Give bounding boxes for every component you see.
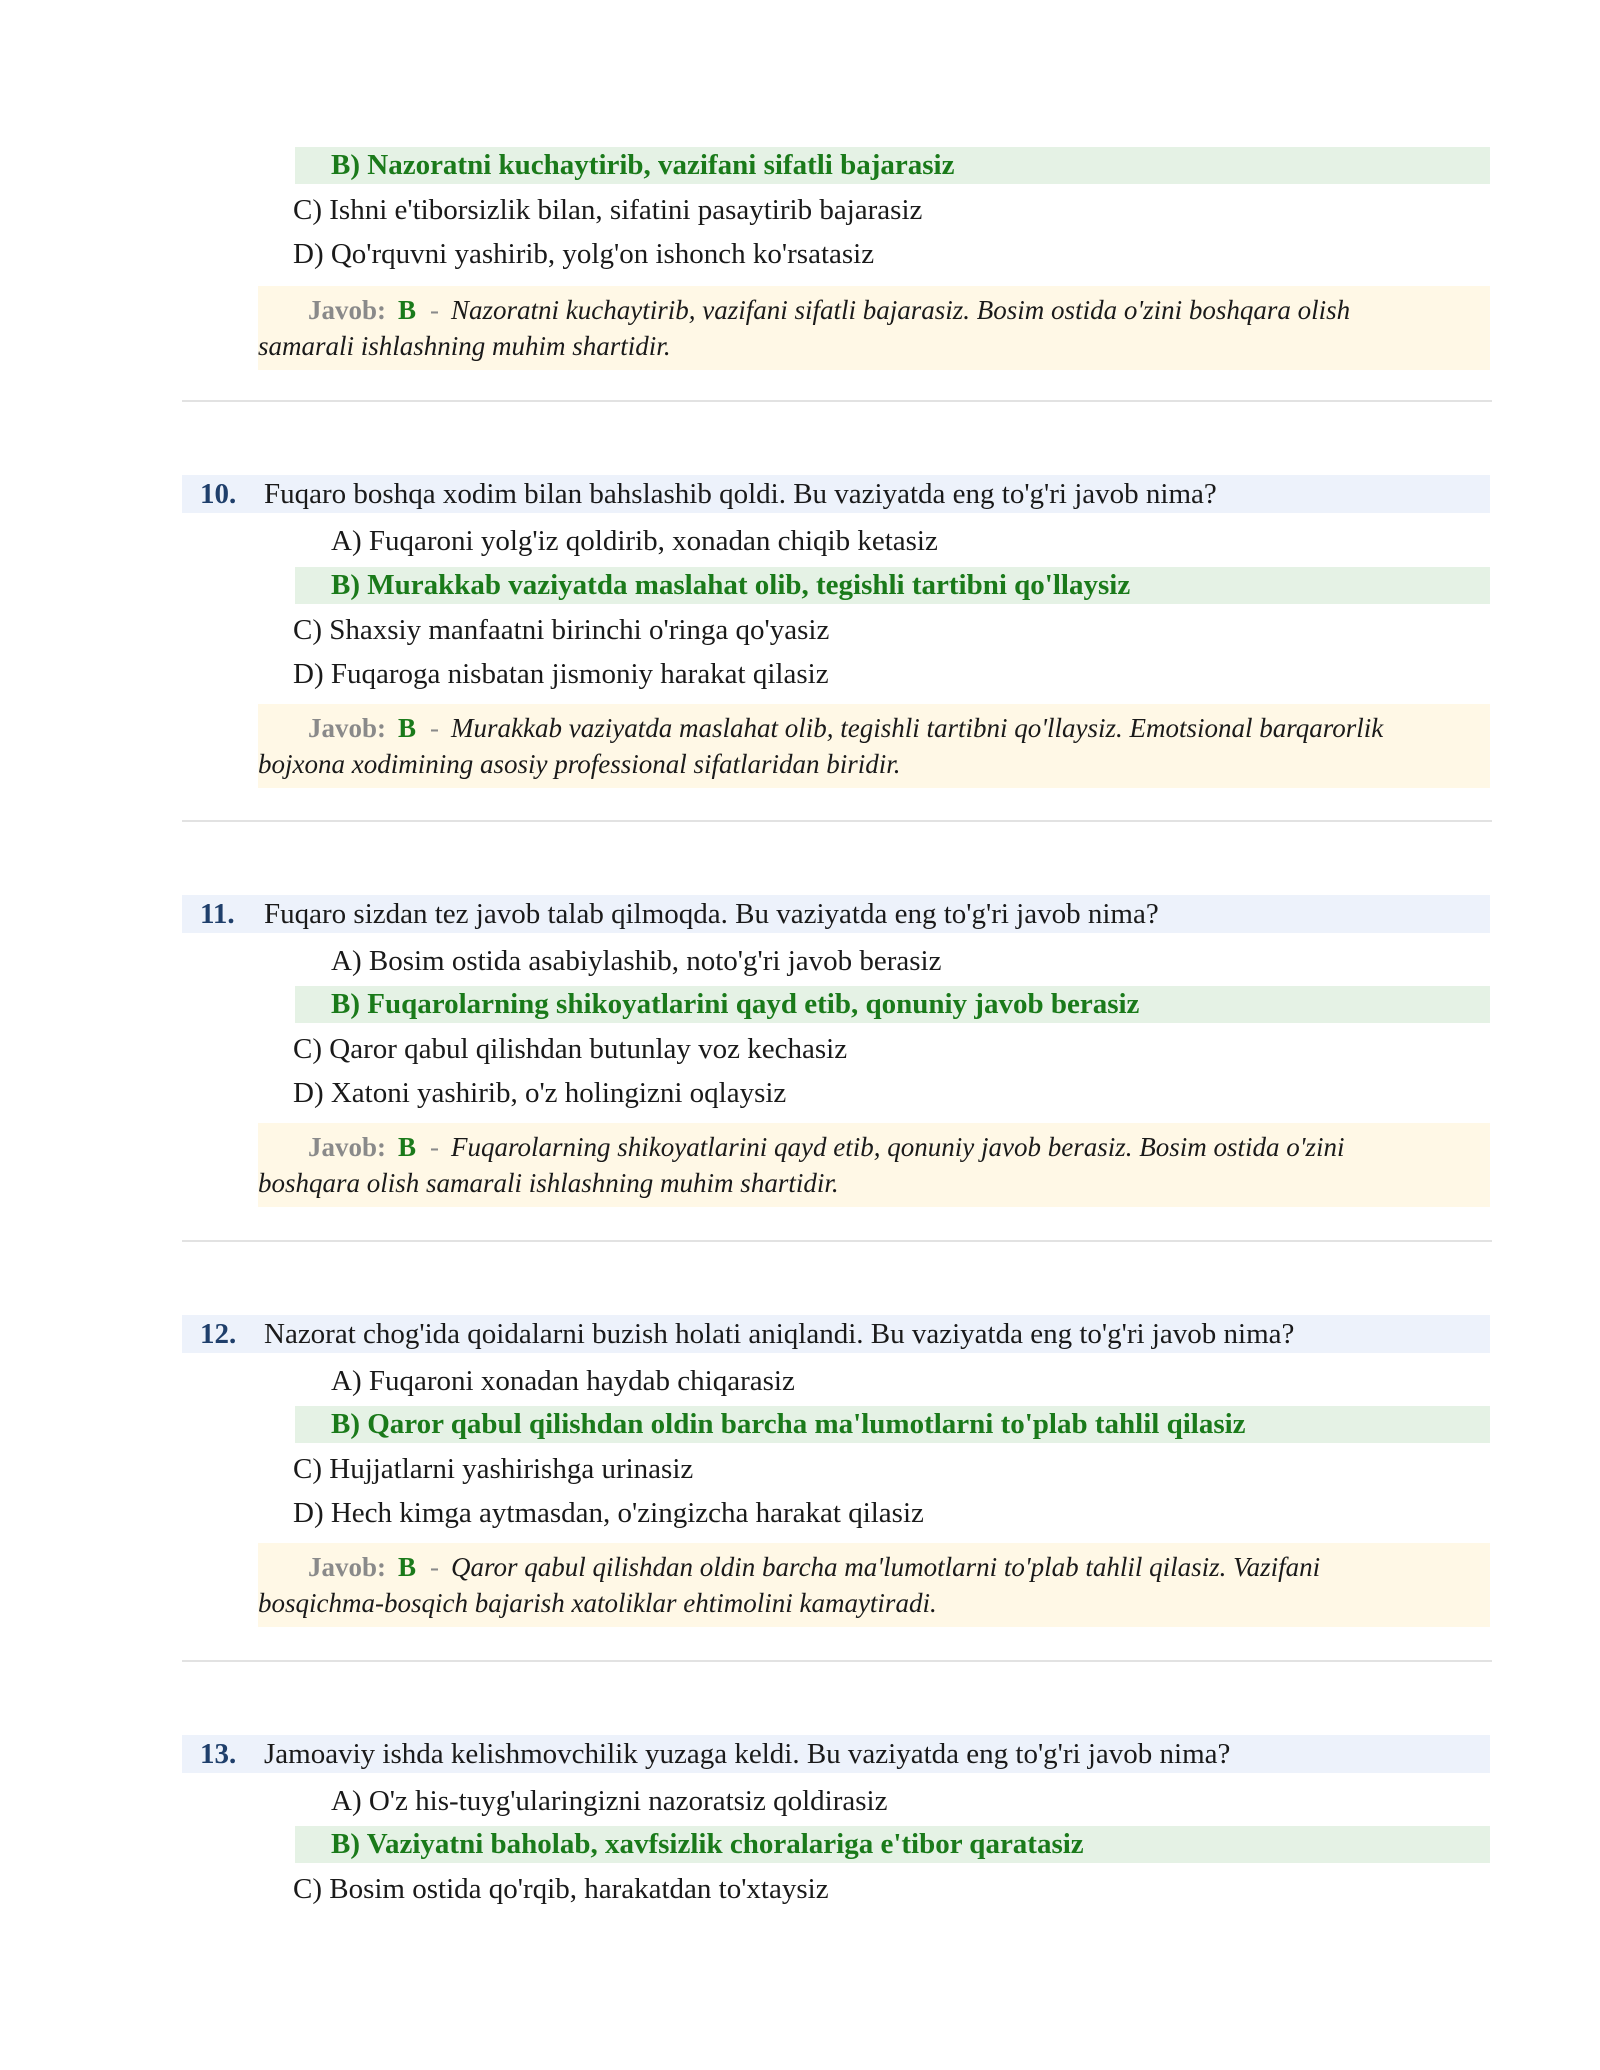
question-12-option-d: D) Hech kimga aytmasdan, o'zingizcha harakat qilasiz <box>293 1497 924 1529</box>
question-text: Fuqaro sizdan tez javob talab qilmoqda. Bu vaziyatda eng to'g'ri javob nima? <box>264 898 1159 930</box>
answer-dash: - <box>430 1132 440 1162</box>
question-text: Fuqaro boshqa xodim bilan bahslashib qoldi. Bu vaziyatda eng to'g'ri javob nima? <box>264 478 1217 510</box>
question-13-option-b-correct: B) Vaziyatni baholab, xavfsizlik choralariga e'tibor qaratasiz <box>295 1826 1490 1863</box>
answer-label: Javob: <box>308 1552 387 1582</box>
question-11-answer-box <box>258 1123 1490 1207</box>
answer-explanation-line2: samarali ishlashning muhim shartidir. <box>258 331 671 361</box>
question-13-option-a: A) O'z his-tuyg'ularingizni nazoratsiz qoldirasiz <box>331 1785 888 1817</box>
answer-label: Javob: <box>308 295 387 325</box>
answer-explanation-line2: bosqichma-bosqich bajarish xatoliklar ehtimolini kamaytiradi. <box>258 1588 937 1618</box>
question-9-option-d: D) Qo'rquvni yashirib, yolg'on ishonch ko'rsatasiz <box>293 238 875 270</box>
question-13-header <box>182 1735 1490 1773</box>
question-number: 12. <box>200 1318 237 1350</box>
answer-label: Javob: <box>308 713 387 743</box>
divider <box>182 400 1492 402</box>
answer-dash: - <box>430 1552 440 1582</box>
answer-letter: B <box>398 1132 417 1162</box>
question-11-option-c: C) Qaror qabul qilishdan butunlay voz kechasiz <box>293 1033 848 1065</box>
question-12-option-c: C) Hujjatlarni yashirishga urinasiz <box>293 1453 694 1485</box>
divider <box>182 820 1492 822</box>
question-10-option-a: A) Fuqaroni yolg'iz qoldirib, xonadan chiqib ketasiz <box>331 525 938 557</box>
answer-letter: B <box>398 295 417 325</box>
question-11-option-b-correct: B) Fuqarolarning shikoyatlarini qayd etib, qonuniy javob berasiz <box>295 986 1490 1023</box>
answer-explanation-line1: Qaror qabul qilishdan oldin barcha ma'lumotlarni to'plab tahlil qilasiz. Vazifani <box>451 1552 1321 1582</box>
question-11-header <box>182 895 1490 933</box>
question-12-header <box>182 1315 1490 1353</box>
question-number: 10. <box>200 478 237 510</box>
answer-explanation-line1: Fuqarolarning shikoyatlarini qayd etib, qonuniy javob berasiz. Bosim ostida o'zini <box>451 1132 1345 1162</box>
answer-explanation-line2: boshqara olish samarali ishlashning muhim shartidir. <box>258 1168 839 1198</box>
question-12-answer-box <box>258 1543 1490 1627</box>
answer-explanation-line2: bojxona xodimining asosiy professional sifatlaridan biridir. <box>258 749 901 779</box>
question-12-option-a: A) Fuqaroni xonadan haydab chiqarasiz <box>331 1365 795 1397</box>
question-10-option-c: C) Shaxsiy manfaatni birinchi o'ringa qo'yasiz <box>293 614 830 646</box>
question-9-option-c: C) Ishni e'tiborsizlik bilan, sifatini pasaytirib bajarasiz <box>293 194 923 226</box>
question-9-answer-box <box>258 286 1490 370</box>
question-text: Nazorat chog'ida qoidalarni buzish holati aniqlandi. Bu vaziyatda eng to'g'ri javob nima? <box>264 1318 1295 1350</box>
answer-explanation-line1: Murakkab vaziyatda maslahat olib, tegishli tartibni qo'llaysiz. Emotsional barqarorlik <box>451 713 1384 743</box>
answer-label: Javob: <box>308 1132 387 1162</box>
answer-first-line <box>258 292 1460 328</box>
answer-first-line <box>258 710 1460 746</box>
question-11-option-d: D) Xatoni yashirib, o'z holingizni oqlaysiz <box>293 1077 787 1109</box>
answer-letter: B <box>398 713 417 743</box>
question-13-option-c: C) Bosim ostida qo'rqib, harakatdan to'xtaysiz <box>293 1873 829 1905</box>
question-number: 11. <box>200 898 235 930</box>
question-12-option-b-correct: B) Qaror qabul qilishdan oldin barcha ma'lumotlarni to'plab tahlil qilasiz <box>295 1406 1490 1443</box>
question-10-option-b-correct: B) Murakkab vaziyatda maslahat olib, tegishli tartibni qo'llaysiz <box>295 567 1490 604</box>
divider <box>182 1240 1492 1242</box>
question-10-answer-box <box>258 704 1490 788</box>
question-10-header <box>182 475 1490 513</box>
question-number: 13. <box>200 1738 237 1770</box>
answer-first-line <box>258 1129 1460 1165</box>
answer-letter: B <box>398 1552 417 1582</box>
question-11-option-a: A) Bosim ostida asabiylashib, noto'g'ri javob berasiz <box>331 945 942 977</box>
question-10-option-d: D) Fuqaroga nisbatan jismoniy harakat qilasiz <box>293 658 829 690</box>
answer-first-line <box>258 1549 1460 1585</box>
answer-explanation-line1: Nazoratni kuchaytirib, vazifani sifatli bajarasiz. Bosim ostida o'zini boshqara olish <box>451 295 1351 325</box>
divider <box>182 1660 1492 1662</box>
answer-dash: - <box>430 713 440 743</box>
question-text: Jamoaviy ishda kelishmovchilik yuzaga keldi. Bu vaziyatda eng to'g'ri javob nima? <box>264 1738 1231 1770</box>
question-9-option-b-correct: B) Nazoratni kuchaytirib, vazifani sifatli bajarasiz <box>295 147 1490 184</box>
answer-dash: - <box>430 295 440 325</box>
